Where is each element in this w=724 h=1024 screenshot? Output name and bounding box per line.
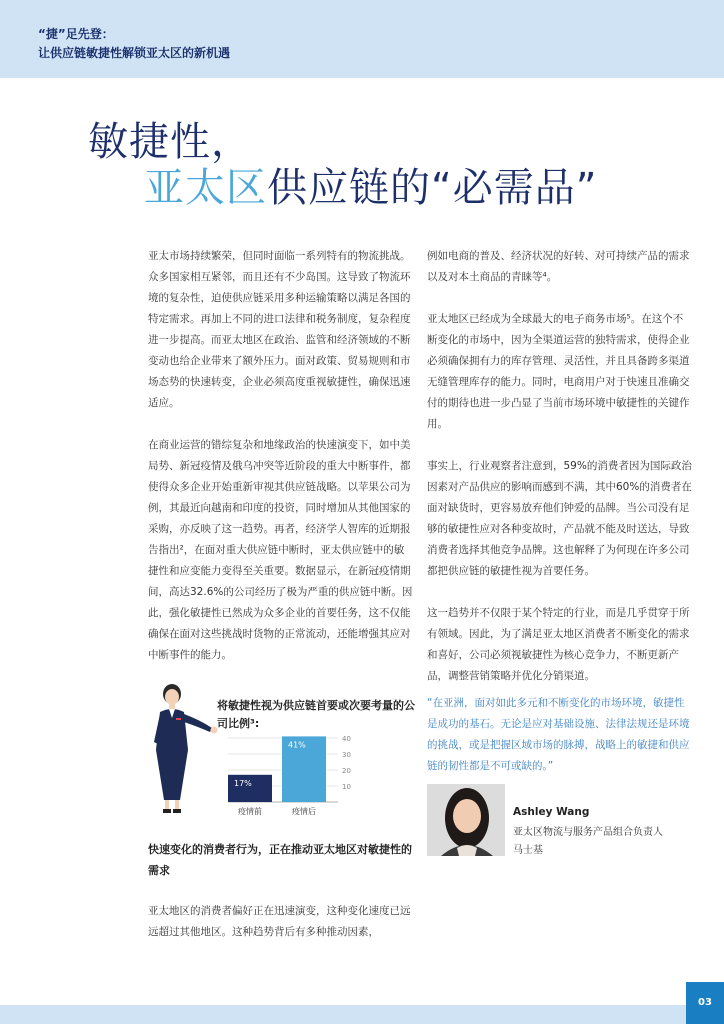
page-title-accent: 亚太区	[144, 165, 267, 211]
y-tick-label: 30	[342, 751, 351, 759]
header-band	[0, 0, 724, 78]
left-paragraph-2: 在商业运营的错综复杂和地缘政治的快速演变下，如中美局势、新冠疫情及俄乌冲突等近阶段的重大中断事件，都使得众多企业开始重新审视其供应链战略。以苹果公司为例，其最近向越南和印度的投资，同时增加从其他国家的采购，亦反映了这一趋势。再者，经济学人智库的近期报告指出²，在面对重大供应链中断时，亚太供应链中的敏捷性和应变能力变得至关重要。数据显示，在新冠疫情期间，高达32.6%的公司经历了极为严重的供应链中断。因此，强化敏捷性已然成为众多企业的首要任务，这不仅能确保在面对这些挑战时货物的正常流动，还能增强其应对中断事件的能力。	[148, 439, 413, 661]
chart-title: 将敏捷性视为供应链首要或次要考量的公司比例³:	[217, 699, 415, 730]
page-title-rest: 供应链的“必需品”	[267, 165, 598, 211]
person-role-line-1: 亚太区物流与服务产品组合负责人	[513, 827, 663, 838]
right-paragraph-4: 这一趋势并不仅限于某个特定的行业，而是几乎贯穿于所有领域。因此，为了满足亚太地区消费者不断变化的需求和喜好，公司必须视敏捷性为核心竞争力，不断更新产品，调整营销策略并优化分销渠道。	[427, 607, 690, 682]
section-paragraph: 亚太地区的消费者偏好正在迅速演变，这种变化速度已远远超过其他地区。这种趋势背后有多种推动因素，	[148, 905, 411, 938]
left-column	[148, 246, 413, 687]
page-title-line-1: 敏捷性，	[88, 119, 252, 165]
header-line-1: “捷”足先登：	[38, 27, 114, 41]
right-column	[427, 246, 692, 708]
right-paragraph-1: 例如电商的普及、经济状况的好转、对可持续产品的需求以及对本土商品的青睐等⁴。	[427, 250, 690, 283]
person-role	[513, 824, 693, 860]
person-photo	[427, 784, 505, 856]
footer-band	[0, 1005, 724, 1024]
x-category-label: 疫情后	[292, 807, 316, 816]
y-tick-label: 40	[342, 735, 351, 743]
y-tick-label: 20	[342, 767, 351, 775]
page-number: 03	[686, 982, 724, 1024]
header-line-2: 让供应链敏捷性解锁亚太区的新机遇	[38, 46, 231, 60]
left-paragraph-1: 亚太市场持续繁荣，但同时面临一系列特有的物流挑战。众多国家相互紧邻，而且还有不少岛国。这导致了物流环境的复杂性，迫使供应链采用多种运输策略以满足各国的特定需求。再加上不同的进口法律和税务制度，复杂程度进一步提高。而亚太地区在政治、监管和经济领域的不断变动也给企业带来了额外压力。面对政策、贸易规则和市场态势的快速转变，企业必须高度重视敏捷性，确保迅速适应。	[148, 250, 411, 409]
right-paragraph-2: 亚太地区已经成为全球最大的电子商务市场⁵。在这个不断变化的市场中，因为全渠道运营的独特需求，使得企业必须确保拥有力的库存管理、灵活性，并且具备跨多渠道无缝管理库存的能力。同时，电商用户对于快速且准确交付的期待也进一步凸显了当前市场环境中敏捷性的关键作用。	[427, 313, 690, 430]
x-category-label: 疫情前	[238, 807, 262, 816]
page-title-line-2	[144, 156, 597, 213]
right-paragraph-3: 事实上，行业观察者注意到，59%的消费者因为国际政治因素对产品供应的影响而感到不满，其中60%的消费者在面对缺货时，更容易放弃他们钟爱的品牌。当公司没有足够的敏捷性应对各种变故时，产品就不能及时送达，导致消费者选择其他竞争品牌。这也解释了为何现在许多公司都把供应链的敏捷性视为首要任务。	[427, 460, 692, 577]
pull-quote: “在亚洲，面对如此多元和不断变化的市场环境，敏捷性是成功的基石。无论是应对基础设施、法律法规还是环境的挑战，或是把握区域市场的脉搏，战略上的敏捷和供应链的韧性都是不可或缺的。”	[427, 697, 690, 772]
person-role-line-2: 马士基	[513, 845, 543, 856]
bar-value-label: 17%	[234, 778, 252, 788]
businesswoman-illustration	[154, 684, 218, 813]
section-subheading: 快速变化的消费者行为，正在推动亚太地区对敏捷性的需求	[148, 843, 412, 877]
bar-value-label: 41%	[288, 740, 306, 750]
portrait-image	[427, 784, 505, 856]
person-name: Ashley Wang	[513, 806, 590, 818]
y-tick-label: 10	[342, 783, 351, 791]
